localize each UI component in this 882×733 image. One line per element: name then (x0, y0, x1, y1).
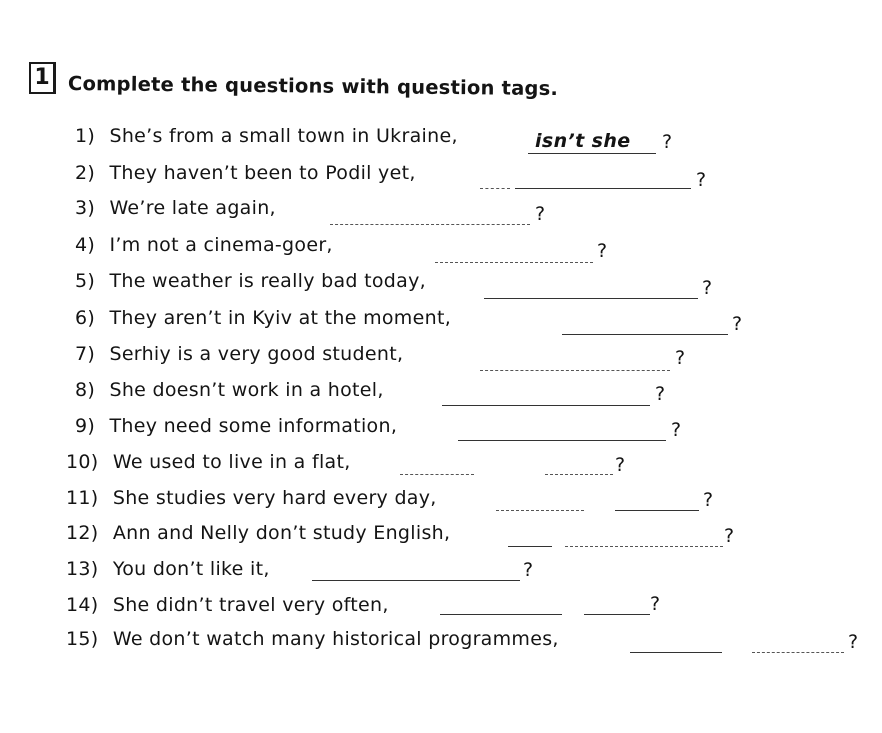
answer-blank-4[interactable] (435, 262, 593, 263)
item-number: 9) (75, 415, 96, 437)
question-mark-5: ? (702, 277, 713, 299)
question-mark-4: ? (597, 240, 608, 262)
question-mark-10: ? (615, 454, 626, 476)
item-number: 1) (75, 125, 96, 147)
item-text: They haven’t been to Podil yet, (109, 162, 416, 184)
answer-blank-1[interactable] (528, 153, 656, 154)
item-text: Ann and Nelly don’t study English, (112, 522, 451, 544)
question-item-13 (66, 556, 270, 582)
item-text: She didn’t travel very often, (112, 594, 389, 616)
answer-blank-12a[interactable] (508, 546, 552, 547)
answer-blank-8[interactable] (442, 405, 650, 406)
question-mark-9: ? (671, 419, 682, 441)
item-text: She’s from a small town in Ukraine, (109, 125, 458, 147)
item-number: 2) (75, 162, 96, 184)
answer-blank-11[interactable] (615, 510, 699, 511)
item-number: 11) (66, 487, 99, 509)
question-item-9 (75, 413, 397, 439)
answer-blank-2[interactable] (515, 188, 691, 189)
answer-blank-10[interactable] (545, 474, 613, 475)
item-text: The weather is really bad today, (109, 270, 426, 292)
answer-blank-14[interactable] (584, 614, 650, 615)
answer-blank-14a[interactable] (440, 614, 562, 615)
item-text: They aren’t in Kyiv at the moment, (109, 307, 452, 329)
question-mark-11: ? (703, 489, 714, 511)
answer-blank-7[interactable] (480, 370, 670, 371)
item-number: 15) (66, 628, 99, 650)
item-number: 4) (75, 234, 96, 256)
item-text: We used to live in a flat, (112, 451, 351, 473)
item-text: She studies very hard every day, (112, 487, 437, 509)
item-text: We’re late again, (109, 197, 276, 219)
item-number: 7) (75, 343, 96, 365)
question-mark-12: ? (724, 525, 735, 547)
answer-blank-12[interactable] (565, 546, 723, 547)
question-mark-3: ? (535, 203, 546, 225)
item-text: I’m not a cinema-goer, (109, 234, 333, 256)
answer-blank-9[interactable] (458, 440, 666, 441)
question-item-8 (75, 377, 384, 403)
question-mark-1: ? (662, 131, 673, 153)
question-item-6 (75, 305, 451, 331)
item-number: 10) (66, 451, 99, 473)
question-mark-7: ? (675, 347, 686, 369)
question-item-11 (66, 485, 437, 511)
answer-text-1: isn’t she (535, 130, 631, 152)
exercise-title: Complete the questions with question tags. (67, 72, 559, 101)
item-number: 8) (75, 379, 96, 401)
item-number: 13) (66, 558, 99, 580)
answer-blank-11a[interactable] (496, 510, 584, 511)
answer-blank-13[interactable] (312, 580, 520, 581)
item-text: Serhiy is a very good student, (109, 343, 404, 365)
question-mark-8: ? (655, 383, 666, 405)
item-text: You don’t like it, (112, 558, 270, 580)
item-number: 12) (66, 522, 99, 544)
item-text: They need some information, (109, 415, 398, 437)
question-item-4 (75, 232, 333, 258)
answer-blank-5[interactable] (484, 298, 698, 299)
answer-blank-15a[interactable] (630, 652, 722, 653)
answer-blank-2a[interactable] (480, 188, 510, 189)
item-number: 3) (75, 197, 96, 219)
exercise-number-box: 1 (29, 62, 56, 94)
answer-blank-15[interactable] (752, 652, 844, 653)
answer-blank-10a[interactable] (400, 474, 474, 475)
question-mark-2: ? (696, 169, 707, 191)
question-item-7 (75, 341, 403, 367)
question-mark-6: ? (732, 313, 743, 335)
answer-blank-6[interactable] (562, 334, 728, 335)
question-mark-14: ? (650, 593, 661, 615)
question-item-12 (66, 520, 450, 546)
item-text: We don’t watch many historical programmes, (112, 628, 559, 650)
item-number: 14) (66, 594, 99, 616)
question-item-15 (66, 626, 559, 652)
question-item-1 (75, 123, 458, 149)
item-number: 5) (75, 270, 96, 292)
question-item-14 (66, 592, 389, 618)
question-item-3 (75, 195, 276, 221)
question-mark-15: ? (848, 631, 859, 653)
question-item-5 (75, 268, 426, 294)
item-text: She doesn’t work in a hotel, (109, 379, 384, 401)
item-number: 6) (75, 307, 96, 329)
question-mark-13: ? (523, 559, 534, 581)
question-item-10 (66, 449, 351, 475)
question-item-2 (75, 160, 416, 186)
answer-blank-3[interactable] (330, 224, 530, 225)
